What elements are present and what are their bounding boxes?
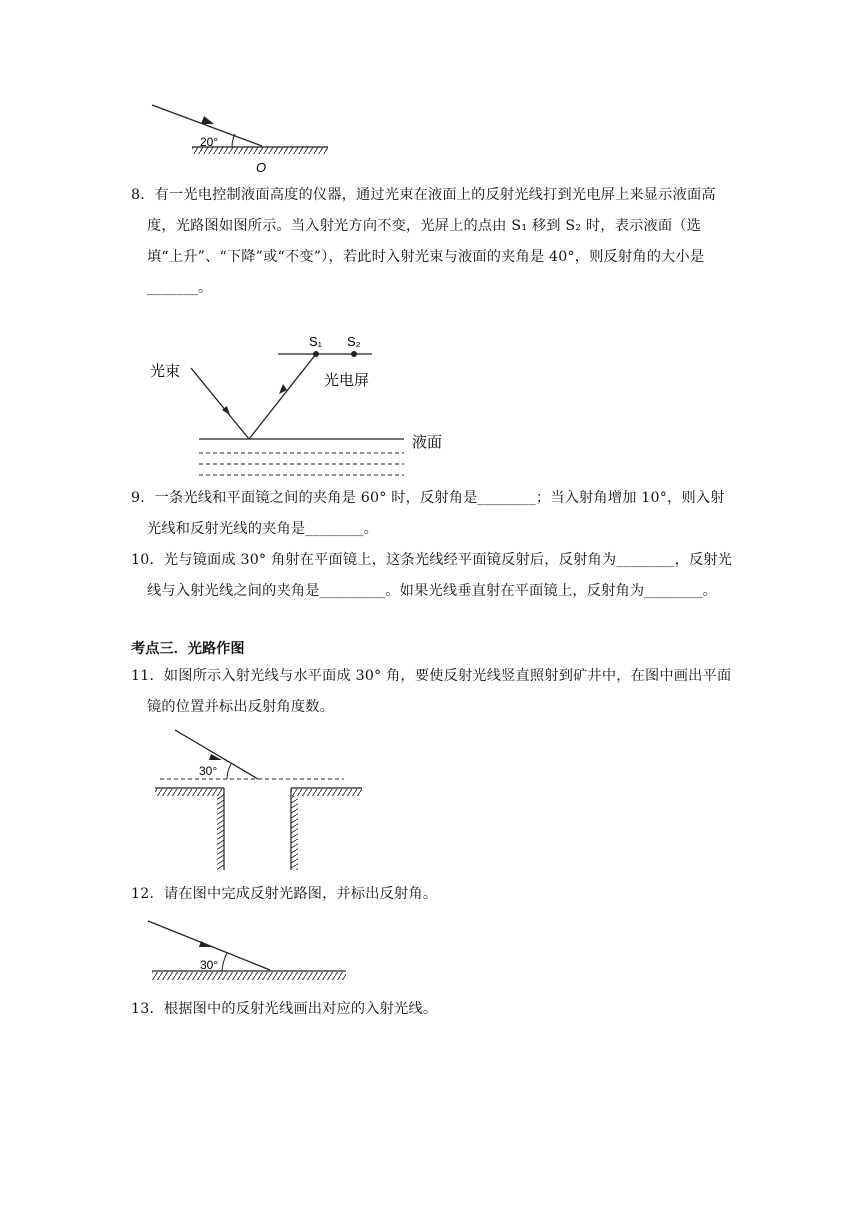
- angle-label: 30°: [199, 764, 218, 778]
- angle-arc: [222, 953, 227, 971]
- question-13-text: 13．根据图中的反射光线画出对应的入射光线。: [131, 1001, 438, 1017]
- point-label: O: [256, 160, 267, 175]
- reflected-ray: [249, 354, 316, 439]
- incident-ray: [191, 368, 249, 439]
- angle-arc: [227, 764, 231, 779]
- arrow-head-icon: [201, 116, 214, 124]
- question-8-text: 8．有一光电控制液面高度的仪器，通过光束在液面上的反射光线打到光电屏上来显示液面高度，光路图如图所示。当入射光方向不变，光屏上的点由 S₁ 移到 S₂ 时，表示液面（选填“上升”、“下降”或“不变”），若此时入射光束与液面的夹角是 40°，则反射角的大小是 _______。: [131, 187, 716, 296]
- shaft-hatching: [291, 796, 298, 870]
- arrow-head-icon: [199, 941, 212, 947]
- figure-q11: [155, 730, 362, 870]
- question-11: [131, 661, 735, 723]
- question-10: [131, 545, 735, 607]
- beam-label: 光束: [150, 363, 181, 380]
- question-12: [131, 879, 735, 910]
- question-9-text: 9．一条光线和平面镜之间的夹角是 60° 时，反射角是________；当入射角增加 10°，则入射光线和反射光线的夹角是________。: [131, 490, 725, 537]
- figure-q8: [150, 334, 442, 475]
- question-11-text: 11．如图所示入射光线与水平面成 30° 角，要使反射光线竖直照射到矿井中，在图中画出平面镜的位置并标出反射角度数。: [131, 668, 732, 715]
- s1-label: S₁: [309, 334, 323, 349]
- question-8: [131, 180, 735, 304]
- section-heading: 考点三．光路作图: [131, 641, 245, 657]
- figure-q12: [148, 921, 346, 980]
- question-12-text: 12．请在图中完成反射光路图，并标出反射角。: [131, 886, 438, 902]
- angle-label: 30°: [200, 958, 219, 972]
- s2-label: S₂: [347, 334, 361, 349]
- question-13: [131, 994, 735, 1025]
- ground-hatching: [155, 789, 224, 796]
- question-10-text: 10．光与镜面成 30° 角射在平面镜上，这条光线经平面镜反射后，反射角为________，反射光线与入射光线之间的夹角是_________。如果光线垂直射在平面镜上，反射角为________。: [131, 552, 733, 599]
- point-s2: [351, 351, 357, 357]
- angle-label: 20°: [200, 135, 219, 149]
- liquid-label: 液面: [412, 434, 443, 451]
- mirror-hatching: [152, 972, 346, 980]
- shaft-hatching: [217, 796, 224, 870]
- point-s1: [313, 351, 319, 357]
- figure-q7: [152, 105, 328, 175]
- screen-label: 光电屏: [324, 372, 370, 389]
- question-9: [131, 483, 735, 545]
- ground-hatching: [291, 789, 362, 796]
